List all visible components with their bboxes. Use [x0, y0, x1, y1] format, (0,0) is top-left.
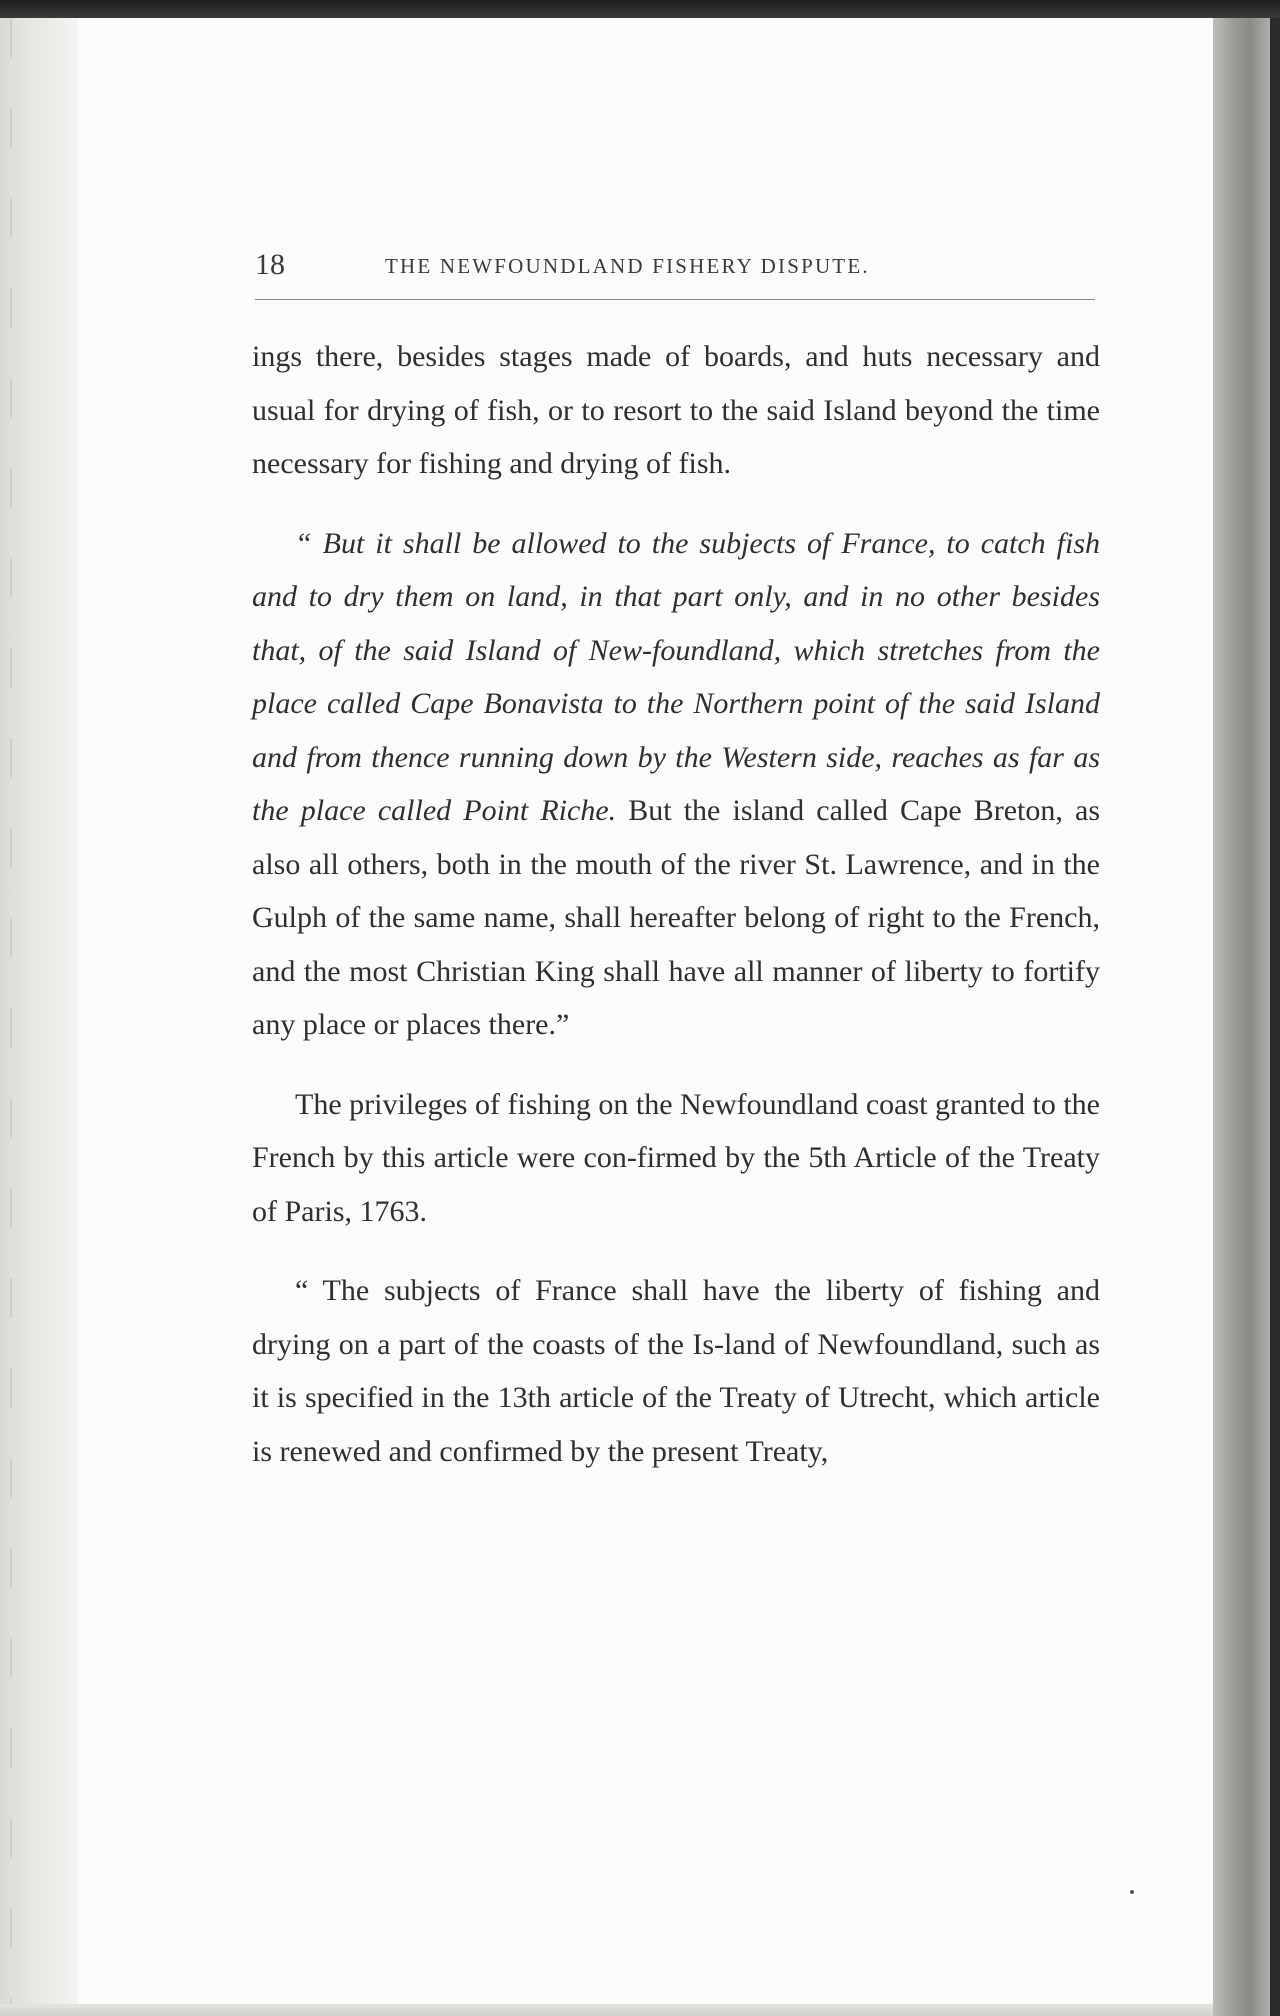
- scan-bottom-border: [0, 2004, 1213, 2016]
- page-number: 18: [255, 248, 285, 281]
- paragraph-2-quotation-italic: “ But it shall be allowed to the subjects of France, to catch fish and to dry them on land, in that part only, and in no other besides that, of the said Island of New-foundland, which stretches from the place called Cape Bonavista to the Northern point of the said Island and from thence running down by the Western side, reaches as far as the place called Point Riche.: [252, 526, 1100, 827]
- paragraph-1: [252, 330, 1100, 491]
- paragraph-4: [252, 1264, 1100, 1478]
- page-header: [255, 248, 1095, 288]
- ink-speck: [1130, 1890, 1134, 1894]
- paragraph-2: [252, 517, 1100, 1052]
- running-head: THE NEWFOUNDLAND FISHERY DISPUTE.: [385, 254, 870, 278]
- paragraph-3: [252, 1078, 1100, 1239]
- paragraph-2-text: But the island called Cape Breton, as also all others, both in the mouth of the river St. Lawrence, and in the Gulph of the same name, shall hereafter belong of right to the French, and the most Christian King shall have all manner of liberty to fortify any place or places there.”: [252, 794, 1100, 1041]
- paragraph-4-text: “ The subjects of France shall have the liberty of fishing and drying on a part of the coasts of the Is-land of Newfoundland, such as it is specified in the 13th article of the Treaty of Utrecht, which article is renewed and confirmed by the present Treaty,: [252, 1274, 1100, 1468]
- paragraph-3-text: The privileges of fishing on the Newfoundland coast granted to the French by this article were con-firmed by the 5th Article of the Treaty of Paris, 1763.: [252, 1087, 1100, 1228]
- header-rule: [255, 299, 1095, 300]
- scan-top-border: [0, 0, 1280, 18]
- body-text: [252, 330, 1100, 1478]
- paragraph-1-text: ings there, besides stages made of boards, and huts necessary and usual for drying of fish, or to resort to the said Island beyond the time necessary for fishing and drying of fish.: [252, 340, 1100, 480]
- book-gutter-left: [0, 18, 78, 2016]
- book-fore-edge-right: [1213, 18, 1280, 2016]
